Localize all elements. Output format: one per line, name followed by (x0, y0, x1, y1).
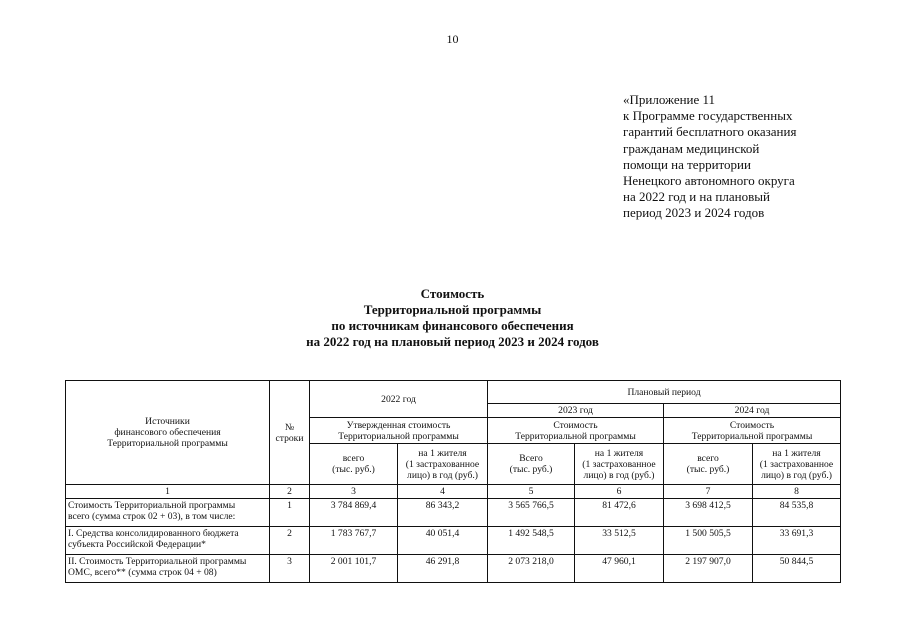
header-text: № (284, 421, 295, 433)
header-total-2024 (664, 444, 753, 485)
column-number: 2 (270, 485, 310, 499)
header-text: Источники (145, 416, 190, 427)
header-row-number (270, 381, 310, 485)
source-line: ОМС, всего** (сумма строк 04 + 08) (68, 567, 217, 578)
value-cell: 50 844,5 (753, 555, 841, 583)
header-approved-cost (310, 418, 488, 444)
column-number: 5 (488, 485, 575, 499)
column-number-row (66, 485, 841, 499)
header-text: всего (697, 453, 719, 464)
table-row (66, 555, 841, 583)
header-text: на 1 жителя (594, 447, 644, 459)
source-line: II. Стоимость Территориальной программы (68, 556, 247, 567)
value-cell: 40 051,4 (398, 527, 488, 555)
title-line: по источникам финансового обеспечения (331, 318, 574, 333)
header-text: всего (342, 453, 365, 464)
header-text: (тыс. руб.) (332, 464, 375, 475)
header-text: строки (275, 432, 304, 444)
table-row (66, 499, 841, 527)
title-line: Стоимость (420, 286, 485, 301)
source-cell (66, 555, 270, 583)
row-number-cell: 2 (270, 527, 310, 555)
value-cell: 2 001 101,7 (310, 555, 398, 583)
header-text: лицо) в год (руб.) (761, 469, 832, 481)
row-number-cell: 3 (270, 555, 310, 583)
source-cell (66, 527, 270, 555)
column-number: 3 (310, 485, 398, 499)
header-text: Утвержденная стоимость (346, 419, 451, 431)
header-text: Территориальной программы (338, 430, 459, 442)
header-text: на 1 жителя (418, 447, 467, 459)
document-title (0, 286, 905, 350)
page-number: 10 (446, 32, 459, 46)
financing-table (65, 380, 841, 583)
value-cell: 2 197 907,0 (664, 555, 753, 583)
header-text: Территориальной программы (691, 430, 813, 442)
value-cell: 1 783 767,7 (310, 527, 398, 555)
appendix-line: на 2022 год и на плановый (623, 189, 770, 205)
value-cell: 33 691,3 (753, 527, 841, 555)
source-line: всего (сумма строк 02 + 03), в том числе: (68, 511, 236, 522)
header-year-2023: 2023 год (488, 404, 664, 418)
header-cost-2024 (664, 418, 841, 444)
appendix-line: гарантий бесплатного оказания (623, 124, 797, 140)
value-cell: 84 535,8 (753, 499, 841, 527)
value-cell: 81 472,6 (575, 499, 664, 527)
appendix-line: «Приложение 11 (623, 92, 716, 107)
header-text: Территориальной программы (515, 430, 636, 442)
header-per-resident-2022 (398, 444, 488, 485)
header-text: (тыс. руб.) (686, 464, 730, 475)
header-text: лицо) в год (руб.) (407, 469, 478, 481)
header-text: Всего (519, 453, 543, 464)
table-row (66, 527, 841, 555)
column-number: 8 (753, 485, 841, 499)
value-cell: 2 073 218,0 (488, 555, 575, 583)
header-per-resident-2024 (753, 444, 841, 485)
header-source (66, 381, 270, 485)
value-cell: 86 343,2 (398, 499, 488, 527)
appendix-line: к Программе государственных (623, 108, 793, 124)
title-line: Территориальной программы (363, 302, 542, 317)
value-cell: 3 565 766,5 (488, 499, 575, 527)
header-year-2022: 2022 год (310, 381, 488, 418)
source-line: Стоимость Территориальной программы (68, 500, 236, 511)
column-number: 6 (575, 485, 664, 499)
column-number: 4 (398, 485, 488, 499)
source-line: субъекта Российской Федерации* (68, 539, 206, 550)
value-cell: 33 512,5 (575, 527, 664, 555)
header-year-2024: 2024 год (664, 404, 841, 418)
header-cost-2023 (488, 418, 664, 444)
value-cell: 46 291,8 (398, 555, 488, 583)
header-text: Стоимость (729, 419, 775, 431)
header-text: лицо) в год (руб.) (583, 469, 655, 481)
value-cell: 47 960,1 (575, 555, 664, 583)
row-number-cell: 1 (270, 499, 310, 527)
appendix-line: гражданам медицинской (623, 140, 760, 156)
appendix-line: период 2023 и 2024 годов (623, 205, 765, 221)
appendix-line: Ненецкого автономного округа (623, 173, 795, 189)
value-cell: 3 698 412,5 (664, 499, 753, 527)
value-cell: 1 492 548,5 (488, 527, 575, 555)
header-text: Территориальной программы (107, 438, 228, 449)
source-cell (66, 499, 270, 527)
header-text: (1 застрахованное (582, 458, 656, 470)
value-cell: 1 500 505,5 (664, 527, 753, 555)
header-text: на 1 жителя (772, 447, 821, 459)
header-total-2022 (310, 444, 398, 485)
header-text: финансового обеспечения (114, 427, 221, 438)
appendix-line: помощи на территории (623, 156, 751, 172)
value-cell: 3 784 869,4 (310, 499, 398, 527)
appendix-caption (623, 92, 863, 222)
header-text: Стоимость (553, 419, 598, 431)
column-number: 1 (66, 485, 270, 499)
header-text: (1 застрахованное (759, 458, 834, 470)
source-line: I. Средства консолидированного бюджета (68, 528, 239, 539)
column-number: 7 (664, 485, 753, 499)
header-total-2023 (488, 444, 575, 485)
header-per-resident-2023 (575, 444, 664, 485)
header-text: (тыс. руб.) (509, 464, 553, 475)
header-planned-period: Плановый период (488, 381, 841, 404)
header-text: (1 застрахованное (405, 458, 480, 470)
title-line: на 2022 год на плановый период 2023 и 2024 годов (306, 334, 599, 349)
